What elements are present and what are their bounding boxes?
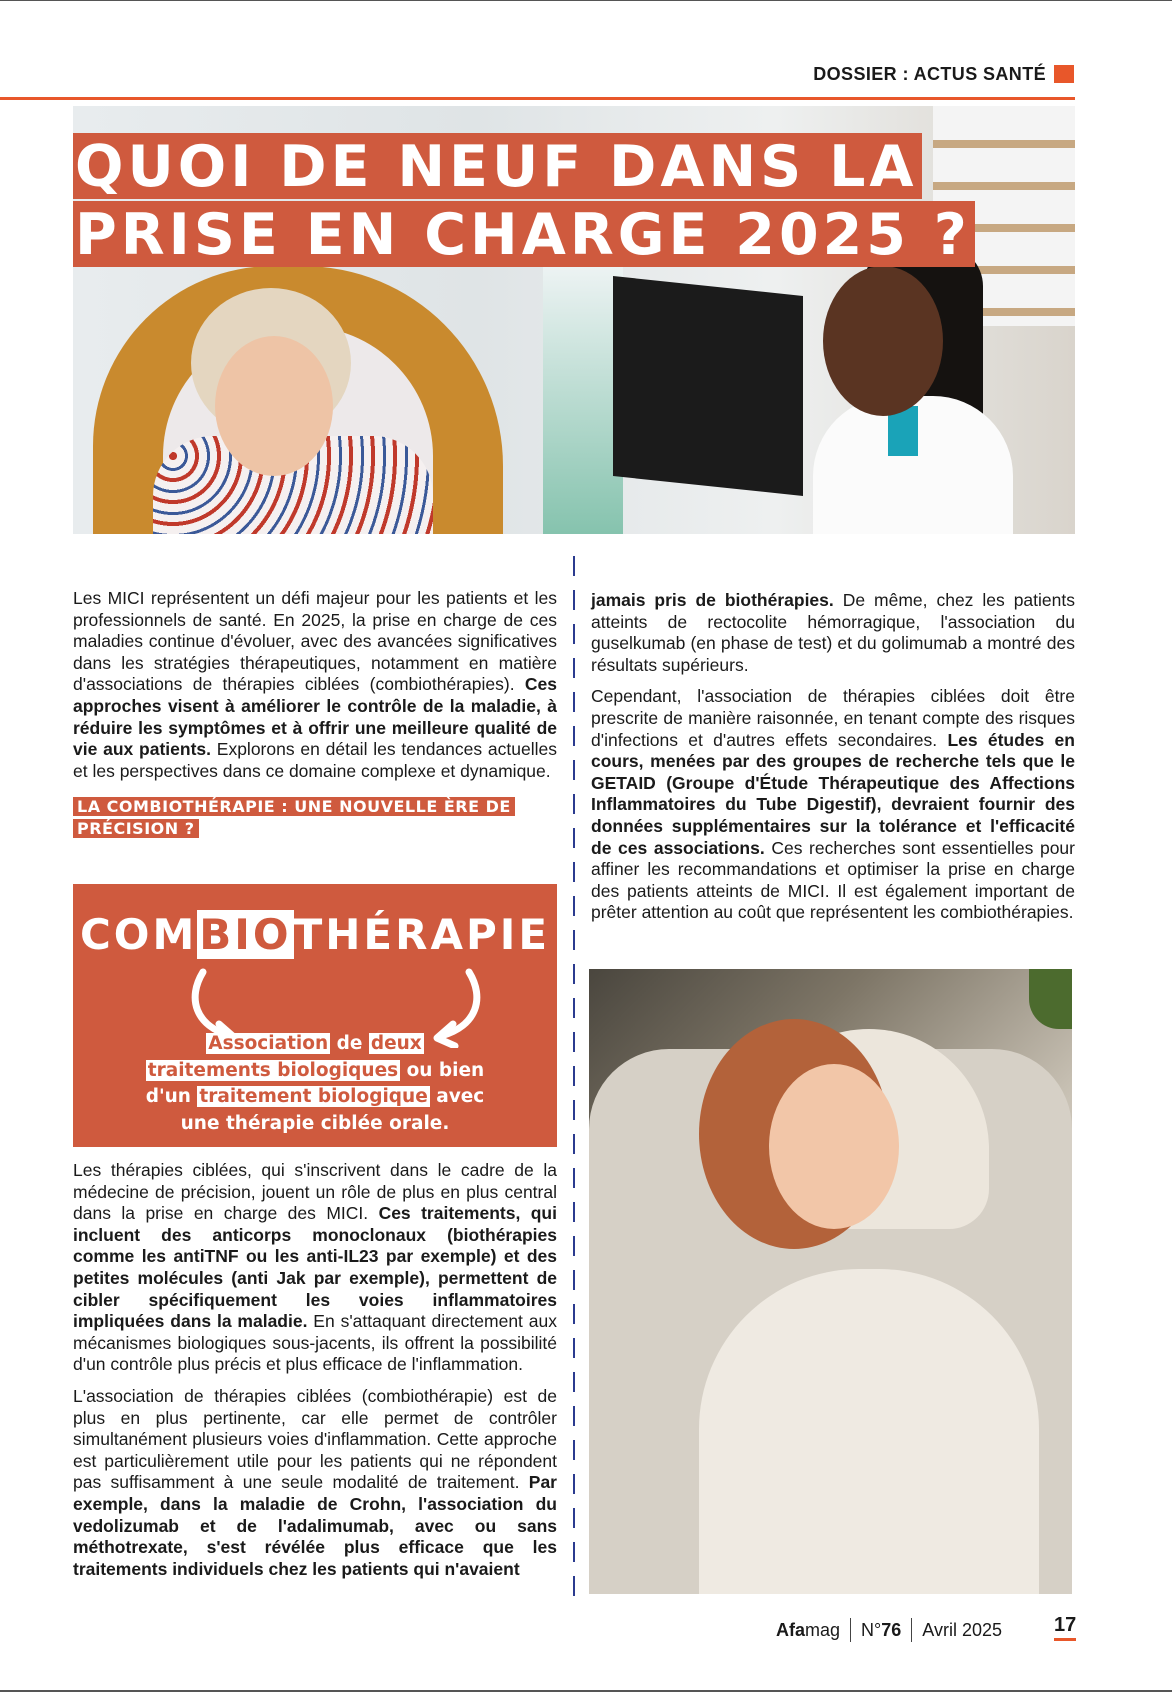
footer-separator bbox=[850, 1618, 851, 1642]
getaid-paragraph: Cependant, l'association de thérapies ciblées doit être prescrite de manière raisonnée, en tenant compte des risques d'infections et d'autres effets secondaires. Les études en cours, menées par des groupes de recherche tels que le GETAID (Groupe d'Étude Thérapeutique des Affections Inflammatoires du Tube Digestif), devraient fournir des données supplémentaires sur la tolérance et l'efficacité de ces associations. Ces recherches sont essentielles pour affiner les recommandations et optimiser la prise en charge des patients atteints de MICI. Il est également important de prêter attention au coût que représentent les combiothérapies. bbox=[591, 686, 1075, 923]
section-marker-square bbox=[1054, 65, 1074, 83]
infobox-title: COMBIOTHÉRAPIE bbox=[79, 910, 551, 959]
woman-face-resting bbox=[769, 1064, 899, 1229]
title-line-1: QUOI DE NEUF DANS LA bbox=[73, 133, 922, 199]
left-column-top bbox=[73, 588, 557, 840]
page-number: 17 bbox=[1054, 1614, 1076, 1641]
left-column-bottom bbox=[73, 1160, 557, 1580]
woman-face bbox=[215, 336, 333, 476]
continuation-paragraph: jamais pris de biothérapies. De même, chez les patients atteints de rectocolite hémorragique, l'association du guselkumab (en phase de test) et du golimumab a montré des résultats supérieurs. bbox=[591, 590, 1075, 675]
computer-monitor bbox=[613, 276, 803, 496]
pharmacy-counter bbox=[543, 256, 623, 534]
footer-separator bbox=[911, 1618, 912, 1642]
issue-date: Avril 2025 bbox=[922, 1619, 1002, 1640]
infobox-definition: Association de deux traitements biologiques ou bien d'un traitement biologique avec une thérapie ciblée orale. bbox=[145, 1033, 485, 1134]
combiotherapie-infobox bbox=[73, 884, 557, 1147]
footer bbox=[776, 1617, 1002, 1643]
section-subheading: LA COMBIOTHÉRAPIE : UNE NOUVELLE ÈRE DE PRÉCISION ? bbox=[73, 796, 557, 840]
pharmacist-face bbox=[823, 266, 943, 416]
targeted-therapies-paragraph: Les thérapies ciblées, qui s'inscrivent dans le cadre de la médecine de précision, jouent un rôle de plus en plus central dans la prise en charge des MICI. Ces traitements, qui incluent des anticorps monoclonaux (biothérapies comme les antiTNF ou les anti-IL23 par exemple) et des petites molécules (anti Jak par exemple), permettent de cibler spécifiquement les voies inflammatoires impliquées dans la maladie. En s'attaquant directement aux mécanismes biologiques sous-jacents, ils offrent la possibilité d'un contrôle plus précis et plus efficace de l'inflammation. bbox=[73, 1160, 557, 1375]
association-paragraph: L'association de thérapies ciblées (combiothérapie) est de plus en plus pertinente, car elle permet de contrôler simultanément plusieurs voies d'inflammation. Cette approche est particulièrement utile pour les patients qui ne répondent pas suffisamment à une seule modalité de traitement. Par exemple, dans la maladie de Crohn, l'association du vedolizumab et de l'adalimumab, avec ou sans méthotrexate, s'est révélée plus efficace que les traitements individuels chez les patients qui n'avaient bbox=[73, 1385, 557, 1579]
column-divider bbox=[573, 556, 575, 1596]
title-line-2: PRISE EN CHARGE 2025 ? bbox=[73, 201, 975, 267]
intro-paragraph: Les MICI représentent un défi majeur pour les patients et les professionnels de santé. En 2025, la prise en charge de ces maladies continue d'évoluer, avec des avancées significatives dans les stratégies thérapeutiques, notamment en matière d'associations de thérapies ciblées (combiothérapies). Ces approches visent à améliorer le contrôle de la maladie, à réduire les symptômes et à offrir une meilleure qualité de vie aux patients. Explorons en détail les tendances actuelles et les perspectives dans ce domaine complexe et dynamique. bbox=[73, 588, 557, 781]
sweater bbox=[699, 1269, 1039, 1594]
right-column bbox=[591, 590, 1075, 924]
header-rule bbox=[0, 97, 1075, 100]
section-label: DOSSIER : ACTUS SANTÉ bbox=[813, 64, 1046, 84]
magazine-brand: Afamag bbox=[776, 1619, 841, 1640]
issue-number: N°76 bbox=[861, 1619, 902, 1640]
plant-leaves bbox=[1029, 969, 1072, 1029]
article-title bbox=[73, 133, 975, 269]
page-top-border bbox=[0, 0, 1172, 1]
photo-relaxing-woman bbox=[589, 969, 1072, 1594]
